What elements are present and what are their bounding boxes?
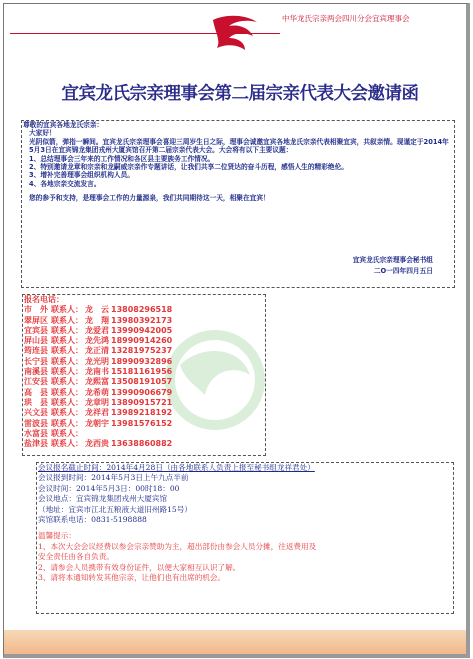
contact-row bbox=[24, 388, 172, 398]
salutation: 尊敬的宜宾各地龙氏宗亲： bbox=[23, 121, 104, 129]
contact-row bbox=[24, 357, 172, 367]
letter-closing: 您的参予和支持，是理事会工作的力量源泉，我们共同期待这一天，相聚在宜宾！ bbox=[29, 194, 270, 203]
topic-item: 2、特别邀请龙章和宗亲和龙嗣威宗亲作专题讲话，让我们共享二位贤达的奋斗历程，感悟人生的精彩绝伦。 bbox=[29, 163, 348, 172]
contact-area: 屏山县 bbox=[24, 336, 48, 346]
tip-line: 2、请参会人员携带有效身份证件，以便大家相互认识了解。 bbox=[38, 562, 241, 572]
contact-area: 兴文县 bbox=[24, 408, 48, 418]
contact-phone: 13281975237 bbox=[111, 346, 173, 356]
tip-line: 安全责任由各自负责。 bbox=[38, 552, 114, 562]
contact-phone: 13508191057 bbox=[111, 377, 173, 387]
tip-line: 3、请将本通知转发其他宗亲，让他们也有出席的机会。 bbox=[38, 573, 226, 583]
contact-row bbox=[24, 439, 172, 449]
contact-label: 联系人： bbox=[51, 439, 83, 449]
contact-area: 珙 县 bbox=[24, 397, 48, 407]
contact-label: 联系人： bbox=[51, 387, 83, 397]
contact-label: 联系人： bbox=[51, 418, 83, 428]
page-title: 宜宾龙氏宗亲理事会第二届宗亲代表大会邀请函 bbox=[61, 84, 419, 104]
contact-name: 龙章明 bbox=[85, 397, 109, 407]
hotel-phone: 宾馆联系电话：0831-5198888 bbox=[38, 515, 147, 525]
contact-area: 江安县 bbox=[24, 377, 48, 387]
contact-area: 南溪县 bbox=[24, 367, 48, 377]
contact-phone: 13808296518 bbox=[111, 305, 173, 315]
contact-row bbox=[24, 336, 172, 346]
contact-area: 高 县 bbox=[24, 387, 48, 397]
header-org: 中华龙氏宗亲两会四川分会宜宾理事会 bbox=[282, 14, 410, 23]
contact-phone: 13990906679 bbox=[111, 387, 173, 397]
registration-deadline: 会议报名截止时间：2014年4月28日（由各地联系人负责上报至秘书组龙祥君处） bbox=[38, 463, 315, 472]
meeting-notes bbox=[38, 463, 452, 583]
letter-body: 光阴似箭，弹指一瞬间。宜宾龙氏宗亲理事会喜迎三周岁生日之际，理事会诚邀宜宾各地龙氏宗亲代表相聚宜宾，共叙亲情。现谨定于2014年5月3日在宜宾锦龙集团戎州大厦宾馆召开第二届宗亲代表大会。大会将有以下主要议题： bbox=[29, 137, 449, 155]
letter-content bbox=[23, 121, 453, 203]
contact-name: 龙正清 bbox=[85, 346, 109, 356]
greeting: 大家好！ bbox=[29, 129, 56, 138]
contact-label: 联系人： bbox=[51, 346, 83, 356]
contact-row bbox=[24, 419, 172, 429]
contact-area: 盐津县 bbox=[24, 439, 48, 449]
contact-label: 联系人： bbox=[51, 377, 83, 387]
contact-name: 龙先鸿 bbox=[85, 336, 109, 346]
contact-label: 联系人： bbox=[51, 356, 83, 366]
contact-row bbox=[24, 377, 172, 387]
contact-name: 龙爱君 bbox=[85, 325, 109, 335]
contact-area: 市 外 bbox=[24, 305, 48, 315]
meeting-time: 会议时间：2014年5月3日：00时18：00 bbox=[38, 483, 180, 493]
contact-phone: 13980392173 bbox=[111, 315, 173, 325]
contact-name: 龙 云 bbox=[85, 305, 109, 315]
contact-area: 长宁县 bbox=[24, 356, 48, 366]
contact-row bbox=[24, 326, 172, 336]
contact-name: 龙祥君 bbox=[85, 408, 109, 418]
contact-label: 联系人： bbox=[51, 305, 83, 315]
dragon-logo-icon bbox=[205, 12, 265, 56]
meeting-venue: 会议地点：宜宾锦龙集团戎州大厦宾馆 bbox=[38, 494, 168, 504]
checkin-time: 会议报到时间：2014年5月3日上午九点半前 bbox=[38, 473, 189, 483]
contact-phone: 13981576152 bbox=[111, 418, 173, 428]
contact-row bbox=[24, 429, 172, 439]
contact-phone: 13890915721 bbox=[111, 397, 173, 407]
contact-phone: 13989218192 bbox=[111, 408, 173, 418]
contact-name: 龙希萌 bbox=[85, 387, 109, 397]
contact-phone: 13638860882 bbox=[111, 439, 173, 449]
contact-label: 联系人： bbox=[51, 428, 83, 438]
tip-line: 1、本次大会会议经费以参会宗亲赞助为主，超出部份由参会人员分摊，往返费用及 bbox=[38, 541, 317, 551]
contact-name: 龙光明 bbox=[85, 356, 109, 366]
contact-row bbox=[24, 346, 172, 356]
contact-area: 翠屏区 bbox=[24, 315, 48, 325]
contact-label: 联系人： bbox=[51, 315, 83, 325]
contact-name: 龙 翔 bbox=[85, 315, 109, 325]
contact-row bbox=[24, 367, 172, 377]
venue-address: （地址：宜宾市江北五粮液大道旧州路15号） bbox=[38, 504, 192, 514]
topic-item: 3、增补完善理事会组织机构人员。 bbox=[29, 171, 134, 180]
footer-bar bbox=[4, 630, 466, 654]
contact-label: 联系人： bbox=[51, 408, 83, 418]
letter-date: 二O一四年四月五日 bbox=[373, 267, 433, 275]
contact-area: 宜宾县 bbox=[24, 325, 48, 335]
topic-item: 4、各地宗亲交流发言。 bbox=[29, 179, 101, 188]
contact-phone: 15181161956 bbox=[111, 367, 173, 377]
contact-area: 水富县 bbox=[24, 428, 48, 438]
contact-label: 联系人： bbox=[51, 397, 83, 407]
contact-phone: 13990942005 bbox=[111, 325, 173, 335]
contact-label: 联系人： bbox=[51, 336, 83, 346]
letter-signature: 宜宾龙氏宗亲理事会秘书组 bbox=[352, 256, 433, 264]
tips-heading: 温馨提示： bbox=[38, 531, 76, 541]
contact-name: 龙熙富 bbox=[85, 377, 109, 387]
contact-row bbox=[24, 305, 172, 315]
contact-phone: 18990932896 bbox=[111, 356, 173, 366]
contact-label: 联系人： bbox=[51, 367, 83, 377]
contact-phone: 18990914260 bbox=[111, 336, 173, 346]
topic-item: 1、总结理事会三年来的工作情况和各区县主要族务工作情况。 bbox=[29, 154, 215, 163]
contact-row bbox=[24, 316, 172, 326]
contact-area: 筠连县 bbox=[24, 346, 48, 356]
contacts-heading: 报名电话： bbox=[24, 295, 64, 304]
contact-row bbox=[24, 398, 172, 408]
contact-label: 联系人： bbox=[51, 325, 83, 335]
contact-name: 龙南书 bbox=[85, 367, 109, 377]
contact-name: 龙西贵 bbox=[85, 439, 109, 449]
contact-area: 雷波县 bbox=[24, 418, 48, 428]
contact-name: 龙朝宇 bbox=[85, 418, 109, 428]
contact-row bbox=[24, 408, 172, 418]
contact-list bbox=[24, 295, 172, 449]
